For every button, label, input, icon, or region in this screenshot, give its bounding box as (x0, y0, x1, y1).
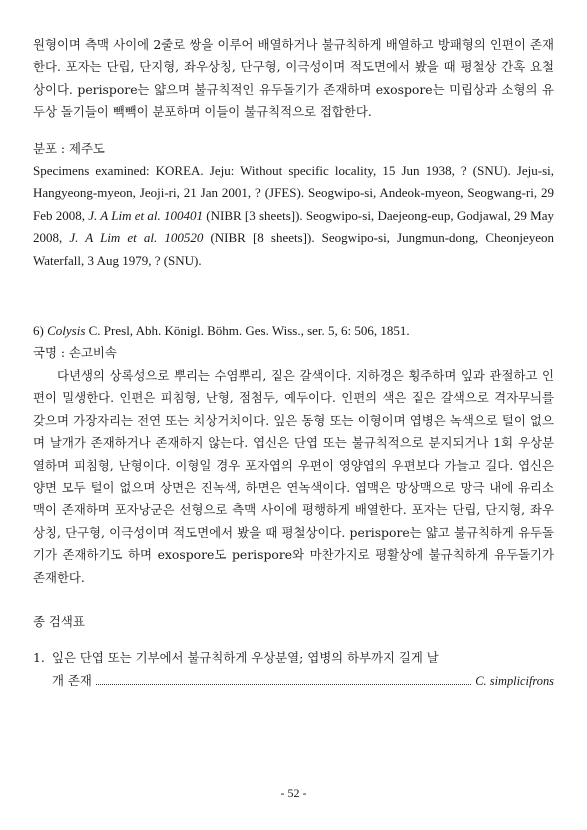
key-item (33, 647, 554, 692)
key-item-number: 1. (33, 650, 45, 666)
key-item-species: C. simplicifrons (475, 673, 554, 688)
genus-name: Colysis (47, 323, 86, 339)
document-page (33, 34, 554, 692)
genus-citation: C. Presl, Abh. Königl. Böhm. Ges. Wiss., ser. 5, 6: 506, 1851. (85, 323, 410, 339)
leader-dots (96, 683, 471, 685)
genus-number: 6) (33, 323, 44, 339)
key-title: 종 검색표 (33, 613, 85, 629)
intro-paragraph: 원형이며 측맥 사이에 2줄로 쌍을 이루어 배열하거나 불규칙하게 배열하고 방패형의 인편이 존재한다. 포자는 단립, 단지형, 좌우상칭, 단구형, 이극성이며 적도면에서 봤을 때 평철상 간혹 요철상이다. perispore는 얇으며 불규칙적인 유두돌기가 존재하며 exospore는 미립상과 소형의 유두상 돌기들이 빽빽이 분포하며 이들이 불규칙적으로 접합한다. (33, 37, 554, 120)
collector-1: J. A Lim et al. 100401 (88, 207, 204, 223)
genus-heading (33, 320, 554, 342)
specimens-text-1: Specimens examined: KOREA. Jeju: Without specific locality, 15 Jun 1938, ? (SNU). Jeju-si, Hangyeong-myeon, Jeoji-ri, 21 Jan 2001, ? (JFES). Seogwipo-si, Andeok-myeon, Seogwang-ri, 29 Feb 2008, (33, 163, 554, 223)
specimens-text-3: (NIBR [8 sheets]). Seogwipo-si, Jungmun-dong, Cheonjeyeon Waterfall, 3 Aug 1979, ? (SNU). (33, 230, 554, 268)
distribution-line: 분포 : 제주도 (33, 140, 105, 156)
key-item-text: 잎은 단엽 또는 기부에서 불규칙하게 우상분열; 엽병의 하부까지 길게 날 (52, 650, 439, 666)
genus-description: 다년생의 상록성으로 뿌리는 수염뿌리, 짙은 갈색이다. 지하경은 횡주하며 잎과 관절하고 인편이 밀생한다. 인편은 피침형, 난형, 점첨두, 예두이다. 인편의 색은 짙은 갈색으로 격자무늬를 갖으며 가장자리는 전연 또는 치상거치이다. 잎은 동형 또는 이형이며 엽병은 녹색으로 털이 없으며 날개가 존재하거나 존재하지 않는다. 엽신은 단엽 또는 불규칙적으로 분지되거나 1회 우상분열하며 피침형, 난형이다. 이형일 경우 포자엽의 우편이 영양엽의 우편보다 가늘고 길다. 엽신은 양면 모두 털이 없으며 상면은 진녹색, 하면은 연녹색이다. 엽맥은 망상맥으로 망극 내에 유리소맥이 존재하며 포자낭군은 선형으로 측맥 사이에 평행하게 배열한다. 포자는 단립, 단지형, 좌우상칭, 단구형, 이극성이며 적도면에서 봤을 때 평철상이다. perispore는 얇고 불규칙하게 유두돌기가 존재하기도 하며 exospore도 perispore와 마찬가지로 평활상에 불규칙하게 유두돌기가 존재한다. (33, 367, 554, 585)
korean-name-line: 국명 : 손고비속 (33, 345, 117, 361)
key-item-tail: 개 존재 (52, 672, 92, 688)
specimens-text-2: (NIBR [3 sheets]). Seogwipo-si, Daejeong-eup, Godjawal, 29 May 2008, (33, 207, 554, 246)
collector-2: J. A Lim et al. 100520 (69, 230, 204, 246)
specimens-paragraph (33, 160, 554, 272)
page-number: - 52 - (280, 786, 307, 800)
